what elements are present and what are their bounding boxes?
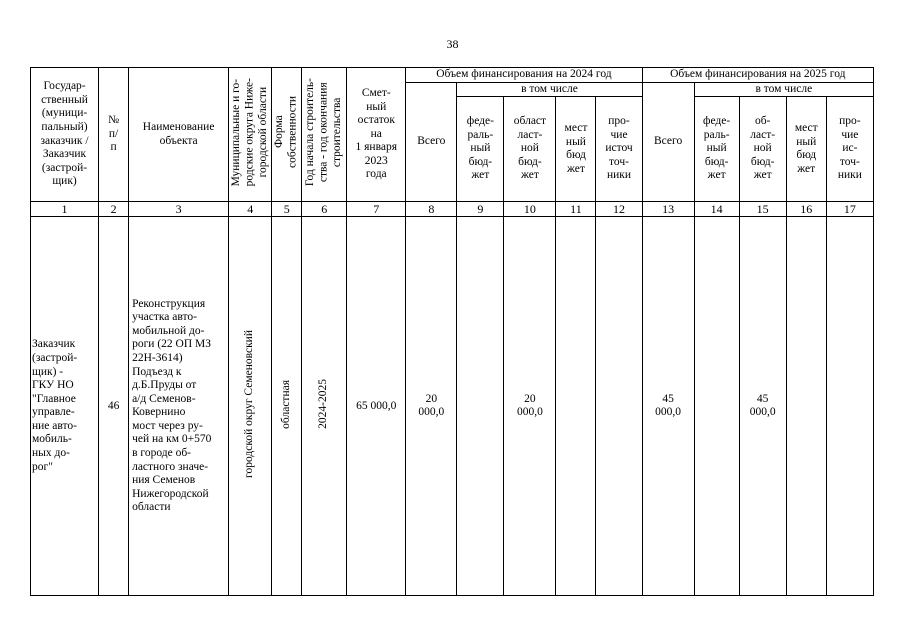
cell-local-2025 bbox=[786, 217, 826, 596]
column-number: 7 bbox=[347, 202, 406, 217]
cell-total-2025: 45 000,0 bbox=[642, 217, 694, 596]
cell-ownership bbox=[272, 217, 302, 596]
column-number: 11 bbox=[556, 202, 596, 217]
cell-municipality bbox=[229, 217, 272, 596]
cell-years-text: 2024-2025 bbox=[317, 379, 330, 429]
financing-table bbox=[30, 67, 874, 596]
cell-customer: Заказчик (застрой- щик) - ГКУ НО "Главное управле- ние авто- мобиль- ных до- рог" bbox=[31, 217, 99, 596]
column-number: 15 bbox=[739, 202, 786, 217]
column-number: 12 bbox=[596, 202, 642, 217]
header-ownership-text: Форма собственности bbox=[273, 96, 299, 169]
header-local-2024: мест ный бюд жет bbox=[556, 97, 596, 202]
cell-years bbox=[302, 217, 347, 596]
column-number: 8 bbox=[406, 202, 457, 217]
cell-other-2025 bbox=[826, 217, 873, 596]
header-including-2025: в том числе bbox=[694, 82, 873, 97]
cell-regional-2025: 45 000,0 bbox=[739, 217, 786, 596]
header-row-1 bbox=[31, 68, 874, 83]
header-years-text: Год начала строитель- ства - год окончания строительства bbox=[303, 78, 344, 187]
page-number: 38 bbox=[446, 37, 459, 51]
header-including-2024: в том числе bbox=[457, 82, 642, 97]
cell-local-2024 bbox=[556, 217, 596, 596]
column-number: 16 bbox=[786, 202, 826, 217]
cell-municipality-text: городской округ Семеновский bbox=[243, 330, 256, 478]
cell-other-2024 bbox=[596, 217, 642, 596]
header-municipality-text: Муниципальные и го- родские округа Ниже- городской области bbox=[230, 78, 270, 187]
cell-number: 46 bbox=[99, 217, 129, 596]
header-regional-2024: област ласт- ной бюд- жет bbox=[504, 97, 556, 202]
cell-ownership-text: областная bbox=[279, 379, 292, 429]
column-number: 3 bbox=[129, 202, 229, 217]
cell-federal-2024 bbox=[457, 217, 504, 596]
column-number: 6 bbox=[302, 202, 347, 217]
header-number: № п/ п bbox=[99, 68, 129, 202]
cell-federal-2025 bbox=[694, 217, 739, 596]
header-fin-2024: Объем финансирования на 2024 год bbox=[406, 68, 642, 83]
cell-object-name: Реконструкция участка авто- мобильной до- роги (22 ОП МЗ 22Н-3614) Подъезд к д.Б.Пруды от а/д Семенов- Ковернино мост через ру- чей на км 0+570 в городе об- ластного значе- ния Семенов Нижегородской области bbox=[129, 217, 229, 596]
column-number: 4 bbox=[229, 202, 272, 217]
header-estimate: Смет- ный остаток на 1 января 2023 года bbox=[347, 68, 406, 202]
header-other-2025: про- чие ис- точ- ники bbox=[826, 97, 873, 202]
column-number-row bbox=[31, 202, 874, 217]
header-years bbox=[302, 68, 347, 202]
header-object-name: Наименование объекта bbox=[129, 68, 229, 202]
column-number: 10 bbox=[504, 202, 556, 217]
cell-estimate: 65 000,0 bbox=[347, 217, 406, 596]
table-row bbox=[31, 217, 874, 596]
header-fin-2025: Объем финансирования на 2025 год bbox=[642, 68, 873, 83]
header-ownership bbox=[272, 68, 302, 202]
header-federal-2024: феде- раль- ный бюд- жет bbox=[457, 97, 504, 202]
header-other-2024: про- чие источ точ- ники bbox=[596, 97, 642, 202]
column-number: 13 bbox=[642, 202, 694, 217]
column-number: 2 bbox=[99, 202, 129, 217]
column-number: 9 bbox=[457, 202, 504, 217]
header-total-2025: Всего bbox=[642, 82, 694, 202]
column-number: 5 bbox=[272, 202, 302, 217]
header-customer: Государ- ственный (муници- пальный) заказчик / Заказчик (застрой- щик) bbox=[31, 68, 99, 202]
header-local-2025: мест ный бюд жет bbox=[786, 97, 826, 202]
cell-total-2024: 20 000,0 bbox=[406, 217, 457, 596]
header-federal-2025: феде- раль- ный бюд- жет bbox=[694, 97, 739, 202]
header-municipality bbox=[229, 68, 272, 202]
column-number: 17 bbox=[826, 202, 873, 217]
header-regional-2025: об- ласт- ной бюд- жет bbox=[739, 97, 786, 202]
cell-regional-2024: 20 000,0 bbox=[504, 217, 556, 596]
column-number: 14 bbox=[694, 202, 739, 217]
header-total-2024: Всего bbox=[406, 82, 457, 202]
column-number: 1 bbox=[31, 202, 99, 217]
